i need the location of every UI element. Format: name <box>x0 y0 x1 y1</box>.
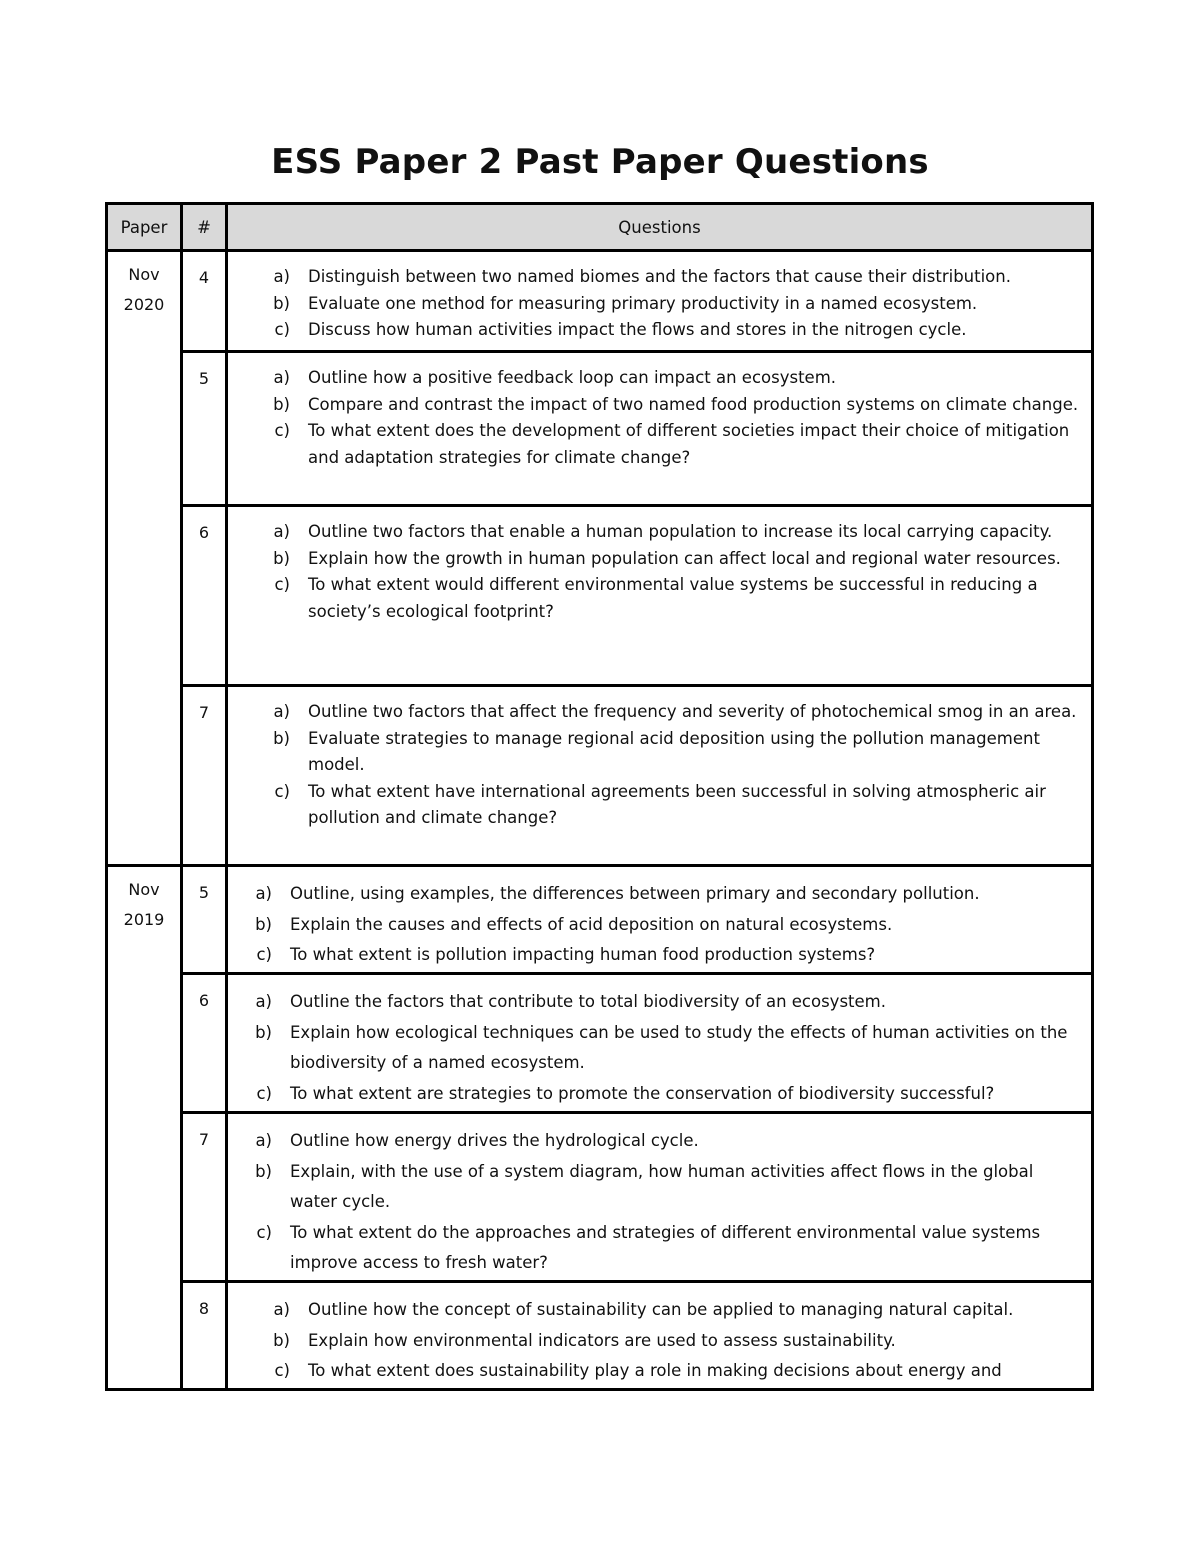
part-label: b) <box>273 548 290 568</box>
part-label: b) <box>255 914 272 934</box>
part-text: Distinguish between two named biomes and the factors that cause their distribution. <box>308 267 1011 286</box>
table-row <box>107 866 1093 974</box>
part-label: a) <box>255 1131 272 1150</box>
part-label: b) <box>255 1161 272 1181</box>
question-part <box>228 291 1081 318</box>
table-header-row <box>107 204 1093 251</box>
question-part <box>228 317 1081 344</box>
question-part <box>228 365 1081 392</box>
question-number: 4 <box>182 251 227 352</box>
question-cell <box>227 1113 1093 1282</box>
part-label: a) <box>273 368 290 387</box>
part-text: Outline two factors that enable a human population to increase its local carrying capacity. <box>308 522 1053 541</box>
question-part <box>228 1126 1081 1157</box>
question-part <box>228 1295 1081 1326</box>
question-part <box>228 519 1081 546</box>
question-part <box>228 1157 1081 1218</box>
question-part <box>228 940 1081 971</box>
part-label: c) <box>274 421 290 440</box>
part-text: Discuss how human activities impact the flows and stores in the nitrogen cycle. <box>308 320 967 339</box>
part-label: b) <box>273 728 290 748</box>
question-cell <box>227 866 1093 974</box>
part-label: b) <box>273 394 290 414</box>
paper-year: 2019 <box>123 910 165 929</box>
part-text: To what extent does sustainability play a role in making decisions about energy and <box>308 1361 1002 1380</box>
question-part <box>228 1218 1081 1279</box>
table-row <box>107 506 1093 686</box>
paper-month: Nov <box>128 880 160 899</box>
part-text: Outline the factors that contribute to total biodiversity of an ecosystem. <box>290 992 886 1011</box>
part-text: To what extent is pollution impacting human food production systems? <box>290 945 876 964</box>
page-title: ESS Paper 2 Past Paper Questions <box>271 142 929 182</box>
question-part <box>228 779 1081 832</box>
part-text: To what extent would different environmental value systems be successful in reducing a society’s ecological footprint? <box>308 575 1038 621</box>
part-text: Explain how the growth in human population can affect local and regional water resources. <box>308 548 1061 568</box>
question-part <box>228 879 1081 910</box>
part-text: Outline how a positive feedback loop can impact an ecosystem. <box>308 368 837 387</box>
paper-cell <box>107 866 182 1390</box>
question-part <box>228 726 1081 779</box>
part-label: a) <box>273 1300 290 1319</box>
question-part <box>228 1356 1081 1387</box>
question-number: 6 <box>182 974 227 1113</box>
part-label: c) <box>256 1222 272 1242</box>
part-label: c) <box>274 781 290 801</box>
part-label: b) <box>255 1022 272 1042</box>
question-part <box>228 699 1081 726</box>
part-label: b) <box>273 293 290 313</box>
table-row <box>107 1113 1093 1282</box>
table-row <box>107 352 1093 506</box>
question-cell <box>227 506 1093 686</box>
questions-table <box>105 202 1094 1391</box>
part-label: a) <box>273 522 290 541</box>
part-label: c) <box>256 1083 272 1103</box>
paper-month: Nov <box>128 265 160 284</box>
part-text: Explain, with the use of a system diagram, how human activities affect flows in the global water cycle. <box>290 1161 1034 1211</box>
part-text: Evaluate one method for measuring primary productivity in a named ecosystem. <box>308 293 978 313</box>
header-questions: Questions <box>227 204 1093 251</box>
part-text: To what extent are strategies to promote the conservation of biodiversity successful? <box>290 1083 995 1103</box>
header-paper: Paper <box>107 204 182 251</box>
part-text: Outline how the concept of sustainability can be applied to managing natural capital. <box>308 1300 1014 1319</box>
table-row <box>107 686 1093 866</box>
question-part <box>228 418 1081 471</box>
table-row <box>107 251 1093 352</box>
paper-year: 2020 <box>123 295 165 314</box>
question-part <box>228 1079 1081 1110</box>
question-part <box>228 392 1081 419</box>
question-cell <box>227 974 1093 1113</box>
part-label: c) <box>274 320 290 339</box>
part-text: Outline two factors that affect the frequency and severity of photochemical smog in an area. <box>308 702 1077 721</box>
question-number: 7 <box>182 1113 227 1282</box>
question-cell <box>227 1282 1093 1390</box>
part-label: a) <box>255 884 272 903</box>
paper-cell <box>107 251 182 866</box>
part-text: Evaluate strategies to manage regional acid deposition using the pollution management model. <box>308 728 1040 774</box>
part-label: a) <box>273 267 290 286</box>
question-number: 6 <box>182 506 227 686</box>
part-text: Outline how energy drives the hydrological cycle. <box>290 1131 699 1150</box>
part-label: c) <box>256 945 272 964</box>
part-text: To what extent do the approaches and strategies of different environmental value systems improve access to fresh water? <box>290 1222 1041 1272</box>
part-label: a) <box>255 992 272 1011</box>
question-number: 8 <box>182 1282 227 1390</box>
part-text: Explain how environmental indicators are used to assess sustainability. <box>308 1330 896 1350</box>
question-number: 5 <box>182 866 227 974</box>
table-row <box>107 974 1093 1113</box>
question-part <box>228 546 1081 573</box>
question-part <box>228 1326 1081 1357</box>
header-number: # <box>182 204 227 251</box>
question-cell <box>227 686 1093 866</box>
part-text: Explain the causes and effects of acid deposition on natural ecosystems. <box>290 914 893 934</box>
part-text: Outline, using examples, the differences between primary and secondary pollution. <box>290 884 980 903</box>
question-part <box>228 264 1081 291</box>
question-part <box>228 987 1081 1018</box>
part-label: b) <box>273 1330 290 1350</box>
question-part <box>228 1018 1081 1079</box>
part-text: Explain how ecological techniques can be used to study the effects of human activities on the biodiversity of a named ecosystem. <box>290 1022 1068 1072</box>
question-number: 5 <box>182 352 227 506</box>
part-text: To what extent does the development of different societies impact their choice of mitigation and adaptation strategies for climate change? <box>308 421 1070 467</box>
part-label: c) <box>274 575 290 594</box>
part-text: Compare and contrast the impact of two named food production systems on climate change. <box>308 394 1079 414</box>
part-text: To what extent have international agreements been successful in solving atmospheric air pollution and climate change? <box>308 781 1046 827</box>
question-part <box>228 572 1081 625</box>
question-cell <box>227 352 1093 506</box>
question-part <box>228 910 1081 941</box>
question-cell <box>227 251 1093 352</box>
part-label: c) <box>274 1361 290 1380</box>
part-label: a) <box>273 702 290 721</box>
table-row <box>107 1282 1093 1390</box>
question-number: 7 <box>182 686 227 866</box>
